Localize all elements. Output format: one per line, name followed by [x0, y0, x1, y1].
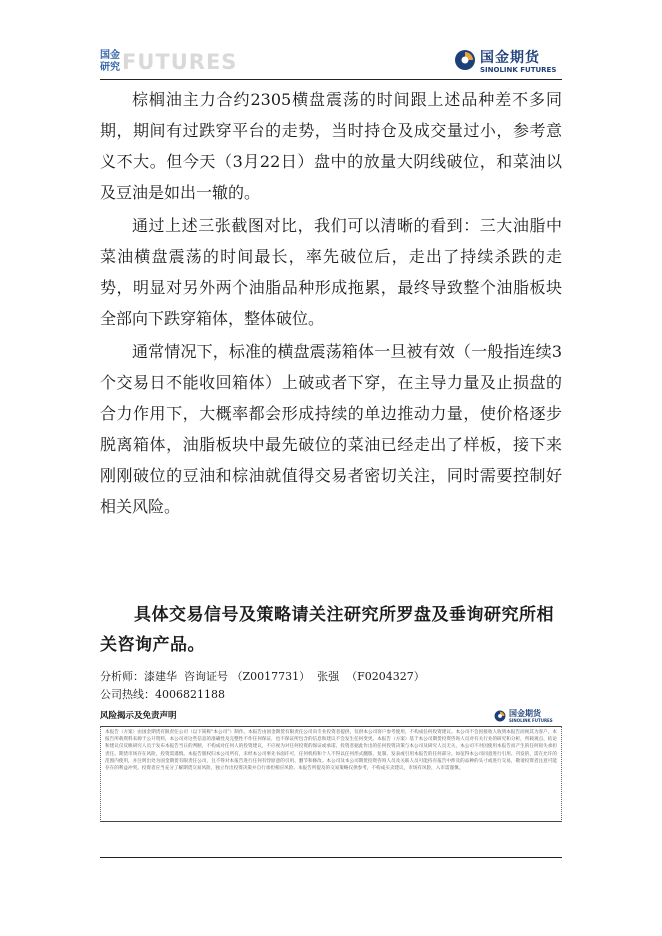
company-hotline: 公司热线：4006821188 [100, 688, 225, 701]
logo-mark-icon [494, 710, 506, 722]
disclaimer-logo-en: SINOLINK FUTURES [509, 718, 553, 723]
paragraph: 通常情况下，标准的横盘震荡箱体一旦被有效（一般指连续3个交易日不能收回箱体）上破或者下穿，在主导力量及止损盘的合力作用下，大概率都会形成持续的单边推动力量，使价格逐步脱离箱体，油脂板块中最先破位的菜油已经走出了样板，接下来刚刚破位的豆油和棕油就值得交易者密切关注，同时需要控制好相关风险。 [100, 342, 562, 516]
logo-text-cn: 国金期货 [480, 50, 540, 66]
disclaimer-logo [494, 707, 558, 725]
page-header [100, 44, 562, 78]
brand-research-label: 国金 研究 [100, 50, 120, 73]
footer-divider [100, 857, 562, 858]
logo-mark-icon [454, 49, 476, 71]
disclaimer-title: 风险揭示及免责声明 [100, 711, 177, 721]
paragraph: 通过上述三张截图对比，我们可以清晰的看到：三大油脂中菜油横盘震荡的时间最长，率先破位后，走出了持续杀跌的走势，明显对另外两个油脂品种形成拖累，最终导致整个油脂板块全部向下跌穿箱体，整体破位。 [100, 216, 562, 328]
disclaimer-text: 本报告（方案）由国金期货有限责任公司（以下简称“本公司”）制作。本报告由国金期货有限责任公司向专业投资者提供，仅供本公司客户参考使用，不构成任何投资建议。本公司不会因接收人收到本报告而视其为客户。本报告所载资料来源于公开资料，本公司对这些信息的准确性及完整性不作任何保证，也不保证所包含的信息和建议不会发生任何变更。本报告（方案）基于本公司期货投资咨询人员对有关行业的研究和分析，所载观点、结论和建议仅反映研究人员于发布本报告当日的判断，不构成对任何人的投资建议，不应视为对任何投资的保证或承诺。投资者据此作出的任何投资决策与本公司及研究人员无关，本公司不对因使用本报告而产生的任何损失承担责任。期货市场存在风险，投资需谨慎。本报告版权归本公司所有，未经本公司事先书面许可，任何机构和个人不得以任何形式翻版、复制、发表或引用本报告的任何部分。如征得本公司同意进行引用、刊发的，需在允许的范围内使用，并注明出处为国金期货有限责任公司，且不得对本报告进行任何有悖原意的引用、删节和修改。本公司及本公司期货投资咨询人员及关联人员可能持有报告中涉及的品种的头寸或进行交易，敬请投资者注意可能存在的利益冲突。投资者应当充分了解期货交易风险，独立作出投资决策并自行承担相应风险。本报告所提及的交易策略仅供参考，不构成买卖建议，市场有风险，入市需谨慎。 [105, 730, 557, 772]
logo-text-en: SINOLINK FUTURES [480, 66, 557, 74]
company-logo [454, 46, 562, 76]
analyst-info: 分析师：漆建华 咨询证号 （Z0017731） 张强 （F0204327） [100, 670, 425, 683]
paragraph: 棕榈油主力合约2305横盘震荡的时间跟上述品种差不多同期，期间有过跌穿平台的走势，当时持仓及成交量过小，参考意义不大。但今天（3月22日）盘中的放量大阴线破位，和菜油以及豆油是如出一辙的。 [100, 90, 562, 202]
disclaimer-logo-cn: 国金期货 [509, 709, 541, 718]
risk-disclaimer [100, 707, 562, 822]
disclaimer-box [100, 726, 562, 822]
article-body [100, 84, 562, 522]
header-divider [100, 79, 562, 80]
trading-signal-note: 具体交易信号及策略请关注研究所罗盘及垂询研究所相关咨询产品。 [100, 605, 554, 655]
brand-futures-watermark: FUTURES [122, 50, 238, 74]
